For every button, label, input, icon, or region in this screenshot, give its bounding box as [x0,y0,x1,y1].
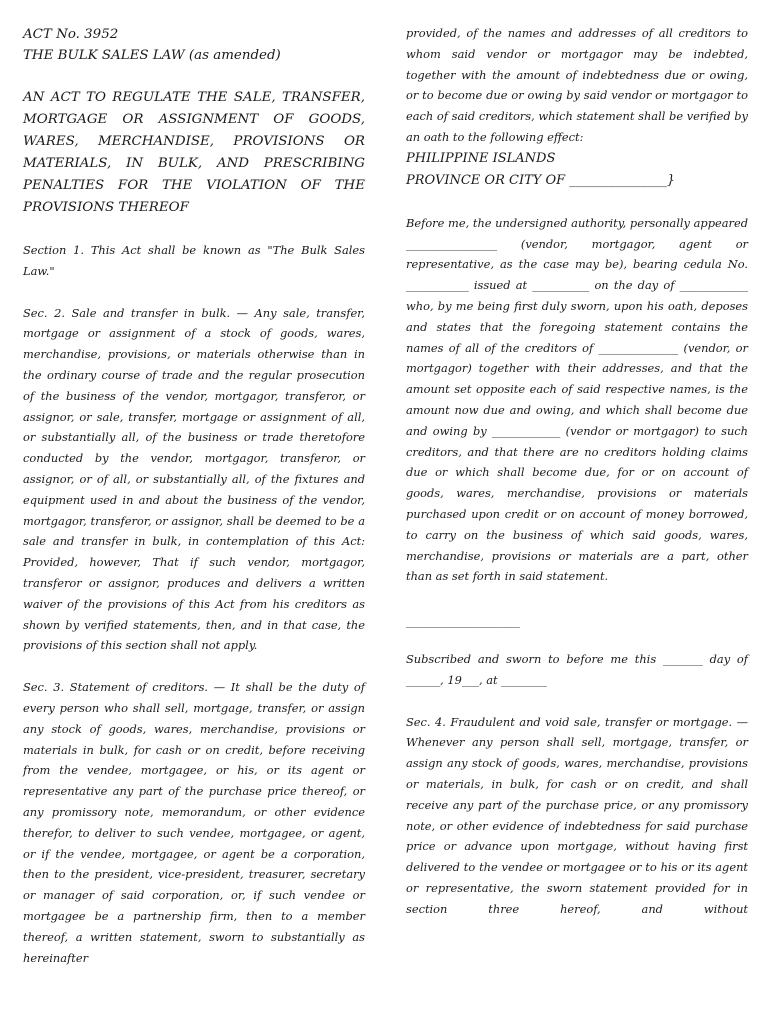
jurat: Subscribed and sworn to before me this _______ day of ______, 19___, at ________ [406,651,748,687]
signature-line: ____________________ [406,614,520,629]
left-column [23,24,365,968]
long-title: AN ACT TO REGULATE THE SALE, TRANSFER, MORTGAGE OR ASSIGNMENT OF GOODS, WARES, MERCHANDISE, PROVISIONS OR MATERIALS, IN BULK, AND PRESCRIBING PENALTIES FOR THE VIOLATION OF THE PROVISIONS THEREOF [23,90,365,215]
section-2: Sec. 2. Sale and transfer in bulk. — Any sale, transfer, mortgage or assignment of a stock of goods, wares, merchandise, provisions, or materials otherwise than in the ordinary course of trade and the regular prosecution of the business of the vendor, mortgagor, transferor, or assignor, or sale, transfer, mortgage or assignment of all, or substantially all, of the business or trade theretofore conducted by the vendor, mortgagor, transferor, or assignor, or of all, or substantially all, of the fixtures and equipment used in and about the business of the vendor, mortgagor, transferor, or assignor, shall be deemed to be a sale and transfer in bulk, in contemplation of this Act: Provided, however, That if such vendor, mortgagor, transferor or assignor, produces and delivers a written waiver of the provisions of this Act from his creditors as shown by verified statements, then, and in that case, the provisions of this section shall not apply. [23,305,365,653]
section-1: Section 1. This Act shall be known as "The Bulk Sales Law." [23,243,365,278]
section-3: Sec. 3. Statement of creditors. — It shall be the duty of every person who shall sell, mortgage, transfer, or assign any stock of goods, wares, merchandise, provisions or materials in bulk, for cash or on credit, before receiving from the vendee, mortgagee, or his, or its agent or representative any part of the purchase price thereof, or any promissory note, memorandum, or other evidence therefor, to deliver to such vendee, mortgagee, or agent, or if the vendee, mortgagee, or agent be a corporation, then to the president, vice-president, treasurer, secretary or manager of said corporation, or, if such vendee or mortgagee be a partnership firm, then to a member thereof, a written statement, sworn to substantially as hereinafter [23,680,365,965]
section-4: Sec. 4. Fraudulent and void sale, transfer or mortgage. — Whenever any person shall sell, mortgage, transfer, or assign any stock of goods, wares, merchandise, provisions or materials, in bulk, for cash or on credit, and shall receive any part of the purchase price, or any promissory note, or other evidence of indebtedness for said purchase price or advance upon mortgage, without having first delivered to the vendee or mortgagee or to his or its agent or representative, the sworn statement provided for in section three hereof, and without [406,714,748,916]
jurisdiction-line-1: PHILIPPINE ISLANDS [406,150,556,166]
section-3-continued: provided, of the names and addresses of all creditors to whom said vendor or mortgagor may be indebted, together with the amount of indebtedness due or owing, or to become due or owing by said vendor or mortgagor to each of said creditors, which statement shall be verified by an oath to the following effect: [406,26,748,144]
jurisdiction-line-2: PROVINCE OR CITY OF _______________} [406,172,676,188]
affidavit-text: Before me, the undersigned authority, personally appeared ________________ (vendor, mortgagor, agent or representative, as the case may be), bearing cedula No. ___________ issued at __________ on the day of ____________ who, by me being first duly sworn, upon his oath, deposes and states that the foregoing statement contains the names of all of the creditors of ______________ (vendor, or mortgagor) together with their addresses, and that the amount set opposite each of said respective names, is the amount now due and owing, and which shall become due and owing by ____________ (vendor or mortgagor) to such creditors, and that there are no creditors holding claims due or which shall become due, for or on account of goods, wares, merchandise, provisions or materials purchased upon credit or on account of money borrowed, to carry on the business of which said goods, wares, merchandise, provisions or materials are a part, other than as set forth in said statement. [406,215,748,584]
act-number: ACT No. 3952 [23,27,119,42]
short-title: THE BULK SALES LAW (as amended) [23,48,281,63]
right-column [406,24,748,919]
